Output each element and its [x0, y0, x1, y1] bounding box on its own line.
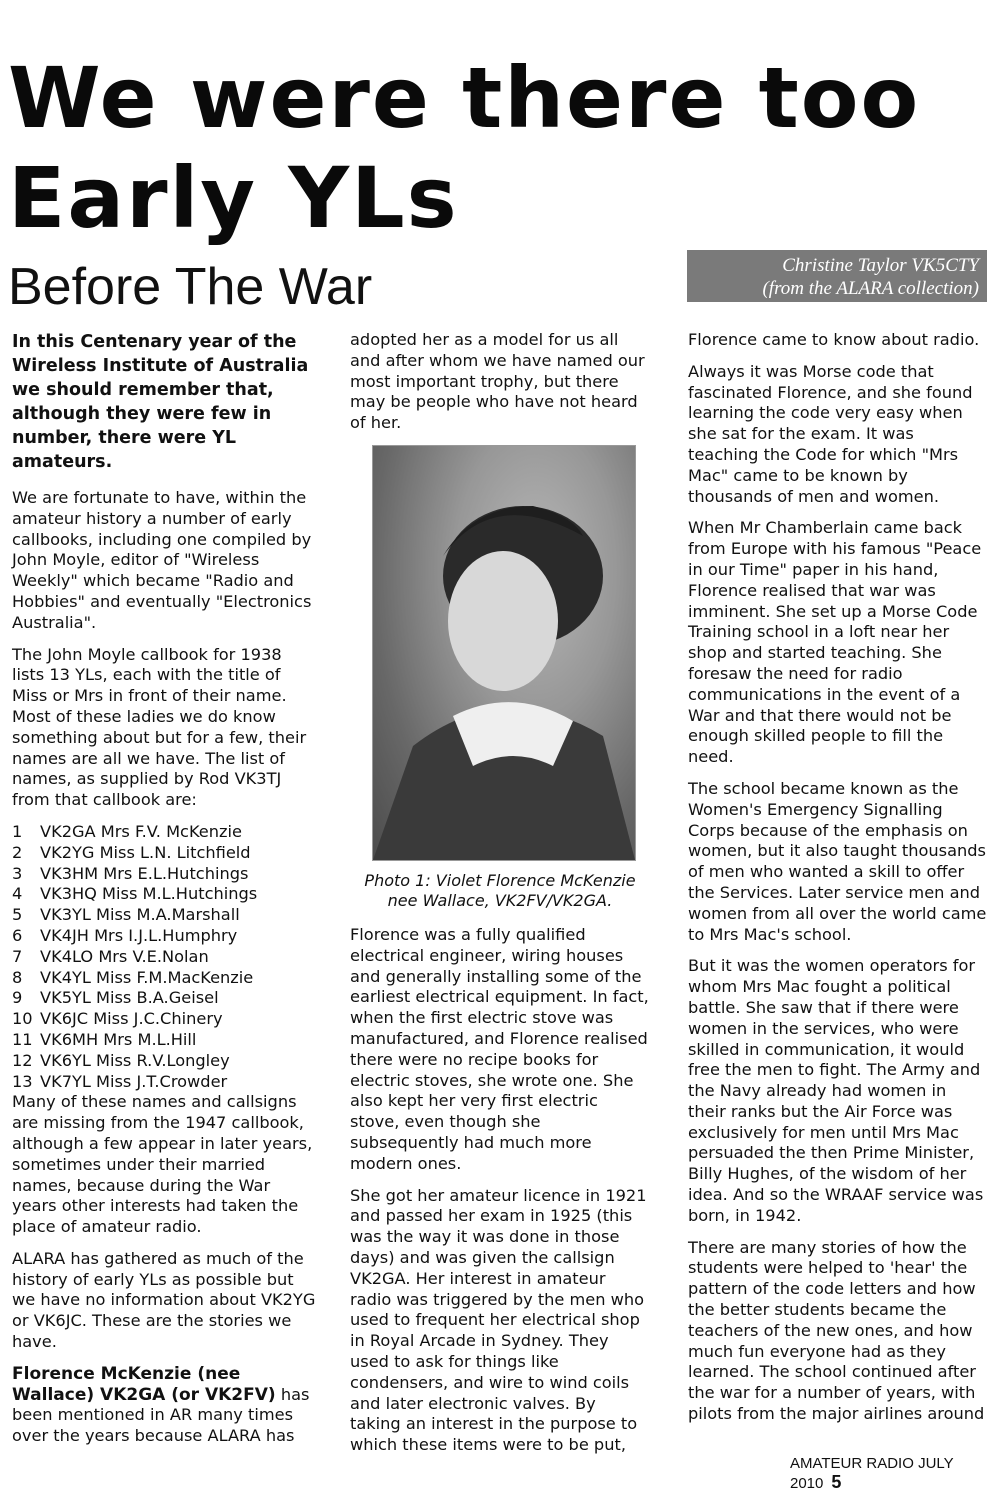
list-item	[12, 822, 318, 843]
list-text: VK4JH Mrs I.J.L.Humphry	[40, 925, 238, 945]
list-item	[12, 926, 318, 947]
paragraph: Many of these names and callsigns are missing from the 1947 callbook, although a few appear in later years, sometimes under their married names, because during the War years other interests had taken the place of amateur radio.	[12, 1092, 313, 1237]
list-item	[12, 1009, 318, 1030]
paragraph-text: has been mentioned in AR many times over the years because ALARA has	[12, 1384, 310, 1446]
list-item	[12, 843, 318, 864]
byline-author: Christine Taylor VK5CTY	[782, 255, 979, 276]
list-item	[12, 1030, 318, 1051]
list-number: 9	[12, 988, 23, 1008]
column-2	[350, 330, 650, 1467]
paragraph	[12, 1364, 318, 1447]
list-text: VK4YL Miss F.M.MacKenzie	[40, 967, 254, 987]
page-number: 5	[831, 1472, 842, 1492]
list-text: VK3HM Mrs E.L.Hutchings	[40, 863, 249, 883]
list-number: 6	[12, 925, 23, 945]
list-text: VK6YL Miss R.V.Longley	[40, 1050, 230, 1070]
paragraph: But it was the women operators for whom Mrs Mac fought a political battle. She saw that if there were women in the services, who were skilled in communication, it would free the men to fight. The Army and the Navy already had women in their ranks but the Air Force was exclusively for men until Mrs Mac persuaded the then Prime Minister, Billy Hughes, of the wisdom of her idea. And so the WRAAF service was born, in 1942.	[688, 956, 984, 1225]
article-subtitle: Before The War	[8, 258, 373, 316]
paragraph: She got her amateur licence in 1921 and passed her exam in 1925 (this was the way it was done in those days) and was given the callsign VK2GA. Her interest in amateur radio was triggered by the men who used to frequent her electrical shop in Royal Arcade in Sydney. They used to ask for things like condensers, and wire to wind coils and later electronic valves. By taking an interest in the purpose to which these items were to be put,	[350, 1185, 647, 1455]
title-line-1: We were there too	[8, 49, 921, 147]
list-text: VK3YL Miss M.A.Marshall	[40, 905, 240, 925]
paragraph: The school became known as the Women's Emergency Signalling Corps because of the emphasis on women, but it also taught thousands of men who wanted a skill to offer the Services. Later service men and women from all over the world came to Mrs Mac's school.	[688, 778, 987, 944]
list-number: 10	[12, 1009, 33, 1029]
list-text: VK7YL Miss J.T.Crowder	[40, 1071, 228, 1091]
paragraph: We are fortunate to have, within the amateur history a number of early callbooks, including one compiled by John Moyle, editor of "Wireless Weekly" which became "Radio and Hobbies" and eventually "Electronics Australia".	[12, 488, 312, 632]
list-number: 1	[12, 821, 23, 841]
paragraph: adopted her as a model for us all and after whom we have named our most important trophy, but there may be people who have not heard of her.	[350, 330, 645, 433]
callsign-list	[12, 822, 318, 1092]
article-title	[8, 48, 988, 248]
list-text: VK6MH Mrs M.L.Hill	[40, 1029, 197, 1049]
list-item	[12, 1072, 318, 1093]
list-number: 5	[12, 905, 23, 925]
list-item	[12, 968, 318, 989]
list-text: VK4LO Mrs V.E.Nolan	[40, 946, 209, 966]
list-text: VK5YL Miss B.A.Geisel	[40, 988, 219, 1008]
list-number: 4	[12, 884, 23, 904]
paragraph: Florence came to know about radio.	[688, 330, 980, 349]
list-item	[12, 947, 318, 968]
list-text: VK6JC Miss J.C.Chinery	[40, 1009, 223, 1029]
list-text: VK3HQ Miss M.L.Hutchings	[40, 884, 258, 904]
list-number: 13	[12, 1071, 33, 1091]
byline-source: (from the ALARA collection)	[762, 278, 979, 299]
list-text: VK2GA Mrs F.V. McKenzie	[40, 821, 242, 841]
author-byline	[687, 250, 987, 302]
title-line-2: Early YLs	[8, 149, 459, 247]
paragraph: Florence was a fully qualified electrical engineer, wiring houses and generally installing some of the earliest electrical equipment. In fact, when the first electric stove was manufactured, and Florence realised there were no recipe books for electric stoves, she wrote one. She also kept her very first electric stove, even though she subsequently had much more modern ones.	[350, 924, 649, 1173]
list-number: 8	[12, 967, 23, 987]
list-number: 12	[12, 1050, 33, 1070]
list-number: 11	[12, 1029, 33, 1049]
list-item	[12, 884, 318, 905]
paragraph: The John Moyle callbook for 1938 lists 13 YLs, each with the title of Miss or Mrs in front of their name. Most of these ladies we do know something about but for a few, their names are all we have. The list of names, as supplied by Rod VK3TJ from that callbook are:	[12, 644, 307, 810]
paragraph: There are many stories of how the students were helped to 'hear' the pattern of the code letters and how the better students became the teachers of the new ones, and how much fun everyone had as they learned. The school continued after the war for a number of years, with pilots from the major airlines around	[688, 1237, 985, 1424]
column-1	[12, 330, 318, 1458]
list-number: 3	[12, 863, 23, 883]
portrait-illustration	[373, 446, 635, 860]
column-3	[688, 330, 988, 1436]
section-heading: Florence McKenzie (nee Wallace) VK2GA (or VK2FV)	[12, 1363, 276, 1405]
publication-name: AMATEUR RADIO JULY 2010	[790, 1455, 954, 1492]
lead-paragraph: In this Centenary year of the Wireless Institute of Australia we should remember that, although they were few in number, there were YL amateurs.	[12, 332, 309, 472]
list-item	[12, 864, 318, 885]
photo-caption: Photo 1: Violet Florence McKenzie nee Wallace, VK2FV/VK2GA.	[364, 870, 636, 910]
list-number: 2	[12, 842, 23, 862]
portrait-photo	[372, 445, 636, 861]
paragraph: Always it was Morse code that fascinated Florence, and she found learning the code very easy when she sat for the exam. It was teaching the Code for which "Mrs Mac" came to be known by thousands of men and women.	[688, 361, 973, 506]
list-item	[12, 905, 318, 926]
list-item	[12, 1051, 318, 1072]
list-item	[12, 988, 318, 1009]
paragraph: ALARA has gathered as much of the history of early YLs as possible but we have no information about VK2YG or VK6JC. These are the stories we have.	[12, 1248, 316, 1352]
page-footer	[790, 1455, 1000, 1493]
list-text: VK2YG Miss L.N. Litchfield	[40, 842, 251, 862]
list-number: 7	[12, 946, 23, 966]
paragraph: When Mr Chamberlain came back from Europe with his famous "Peace in our Time" paper in his hand, Florence realised that war was imminent. She set up a Morse Code Training school in a loft near her shop and started teaching. She foresaw the need for radio communications in the event of a War and that there would not be enough skilled people to fill the need.	[688, 518, 982, 767]
